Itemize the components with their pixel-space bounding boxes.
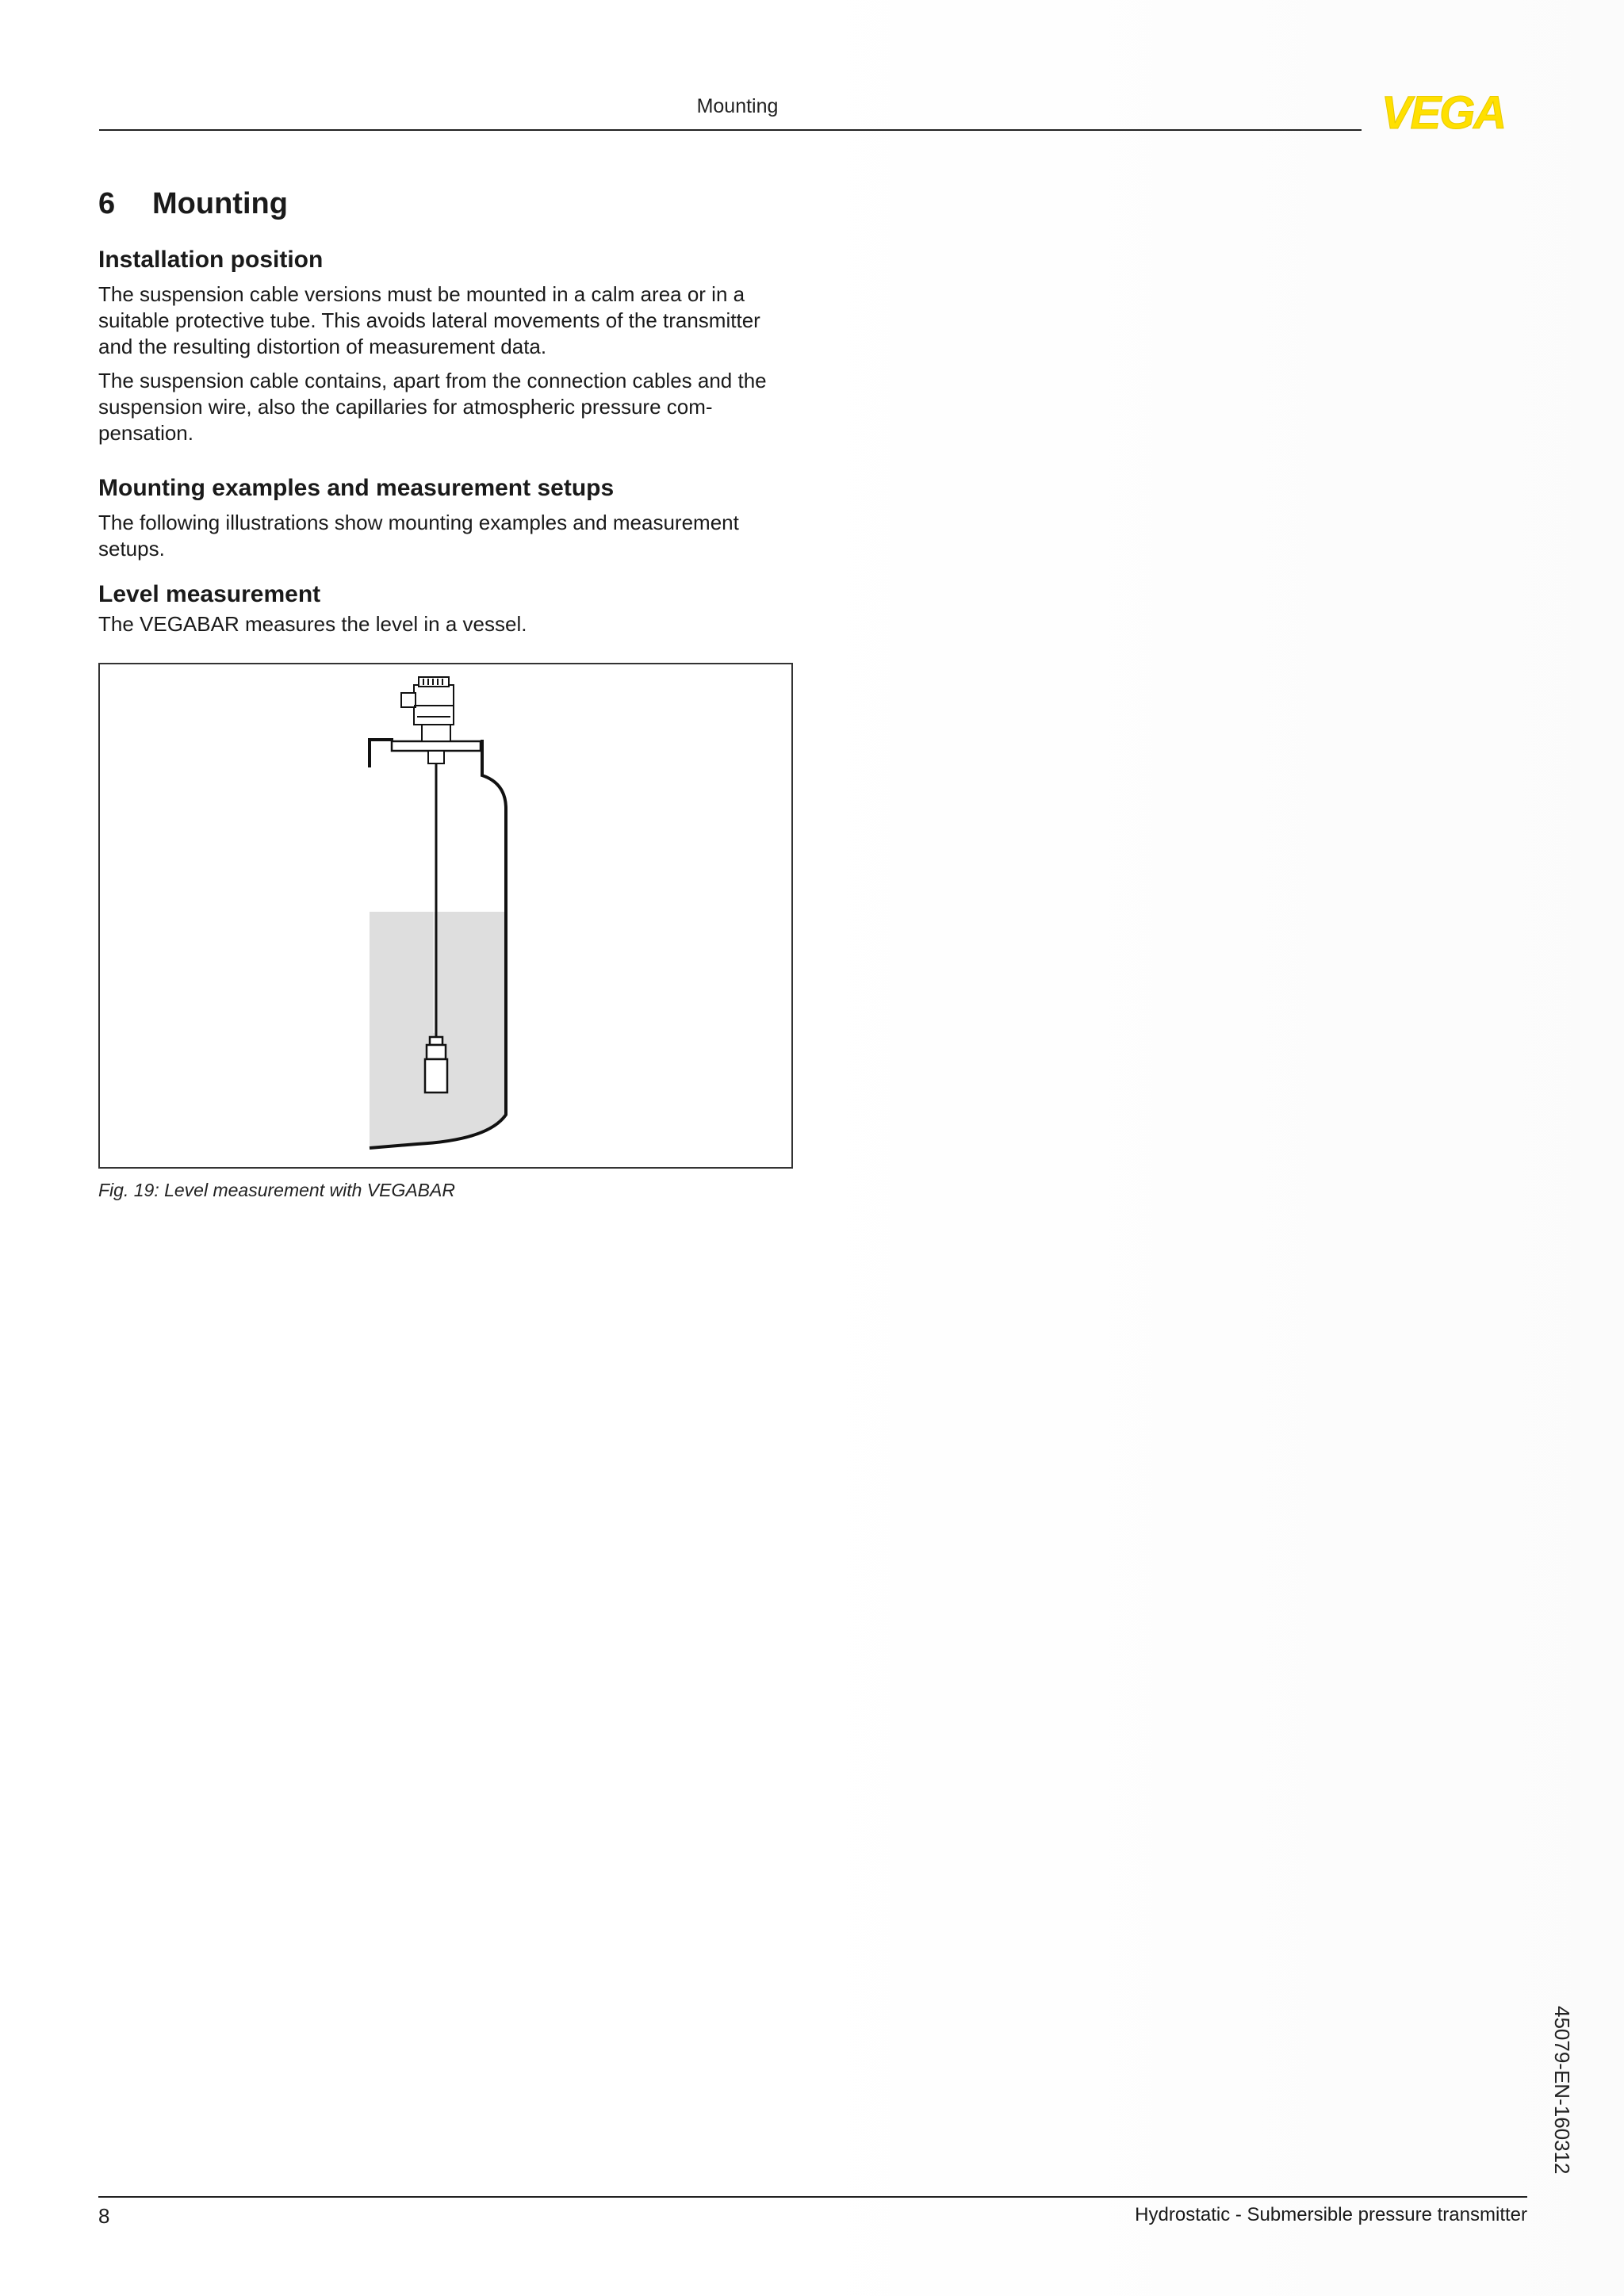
examples-heading: Mounting examples and measurement setups [98, 475, 615, 501]
chapter-heading [98, 187, 796, 221]
installation-paragraph-1: The suspension cable versions must be mounted in a calm area or in a suitable protective tube. This avoids lateral movements of the transmitter and the resulting distortion of measurement data. [98, 282, 760, 358]
liquid-fill [370, 912, 506, 1148]
footer-title: Hydrostatic - Submersible pressure transmitter [1135, 2204, 1527, 2225]
chapter-title: Mounting [152, 187, 288, 220]
examples-paragraph: The following illustrations show mounting examples and measurement setups. [98, 511, 739, 561]
mounting-flange [392, 741, 481, 751]
footer-rule [98, 2196, 1527, 2198]
main-content [98, 187, 796, 645]
svg-text:VEGA: VEGA [1381, 87, 1506, 135]
figure-level-measurement [98, 663, 793, 1169]
transmitter-housing [401, 677, 454, 741]
level-heading: Level measurement [98, 581, 321, 607]
vega-logo [1364, 87, 1522, 135]
page-background [793, 0, 1624, 2296]
header-rule [99, 129, 1362, 131]
installation-heading: Installation position [98, 247, 324, 273]
running-header: Mounting [696, 95, 779, 117]
page-number: 8 [98, 2204, 110, 2228]
installation-paragraph-2: The suspension cable contains, apart from the connection cables and the suspension wire, also the capillaries for atmospheric pressure com-pensation. [98, 369, 767, 445]
chapter-number: 6 [98, 187, 116, 220]
pressure-sensor-probe [425, 1037, 447, 1093]
vessel-illustration [100, 664, 791, 1167]
figure-caption: Fig. 19: Level measurement with VEGABAR [98, 1180, 455, 1200]
document-number: 45079-EN-160312 [1550, 2006, 1574, 2175]
level-paragraph: The VEGABAR measures the level in a vessel. [98, 612, 527, 636]
